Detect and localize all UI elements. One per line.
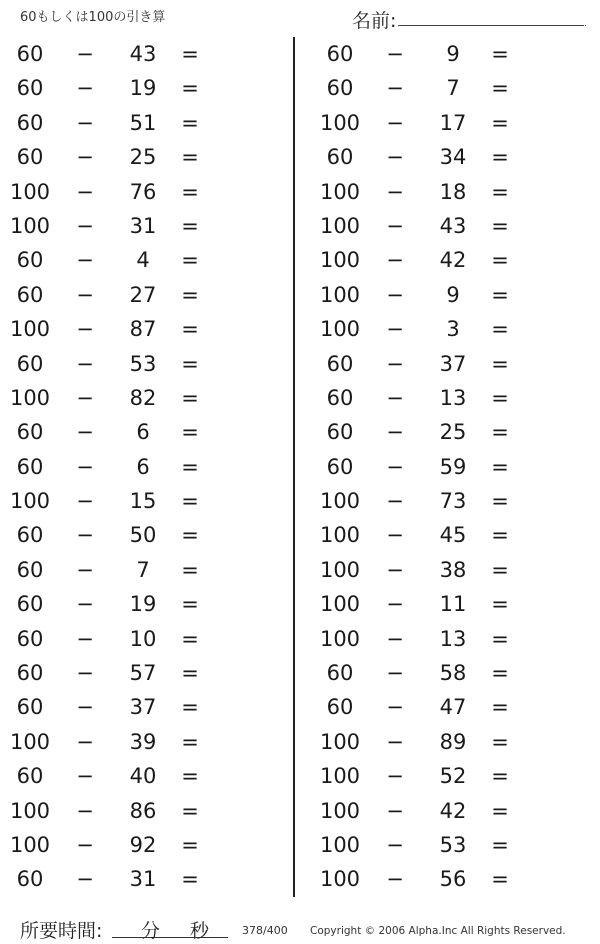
equals-sign: = [491,420,509,445]
problem-row [0,106,290,140]
minus-sign: − [386,661,404,686]
minus-sign: − [76,867,94,892]
equals-sign: = [181,248,199,273]
subtrahend: 58 [439,661,467,686]
problem-row [310,312,600,346]
problem-row [310,518,600,552]
equals-sign: = [491,661,509,686]
problem-row [0,278,290,312]
minuend: 100 [319,557,361,582]
minuend: 60 [326,145,354,170]
equals-sign: = [181,351,199,376]
equals-sign: = [181,764,199,789]
equals-sign: = [491,523,509,548]
equals-sign: = [491,42,509,66]
subtrahend: 18 [439,179,467,204]
minuend: 60 [16,145,44,170]
problem-row [310,484,600,518]
problem-row [0,347,290,381]
equals-sign: = [491,213,509,238]
problem-row [0,243,290,277]
minuend: 60 [16,454,44,479]
subtrahend: 86 [129,798,157,823]
problem-row [0,656,290,690]
subtrahend: 25 [439,420,467,445]
problem-row [310,656,600,690]
minuend: 100 [319,729,361,754]
minuend: 100 [319,592,361,617]
minuend: 100 [9,179,51,204]
subtrahend: 25 [129,145,157,170]
subtrahend: 42 [439,798,467,823]
minus-sign: − [76,626,94,651]
subtrahend: 13 [439,626,467,651]
subtrahend: 51 [129,110,157,135]
minuend: 60 [326,42,354,66]
subtrahend: 42 [439,248,467,273]
subtrahend: 82 [129,385,157,410]
problem-row [310,243,600,277]
minuend: 60 [16,248,44,273]
equals-sign: = [181,145,199,170]
minus-sign: − [76,351,94,376]
subtrahend: 43 [129,42,157,66]
subtrahend: 37 [439,351,467,376]
minus-sign: − [386,626,404,651]
minuend: 100 [9,317,51,342]
minus-sign: − [76,798,94,823]
equals-sign: = [181,798,199,823]
subtrahend: 89 [439,729,467,754]
problem-row [310,415,600,449]
subtrahend: 57 [129,661,157,686]
equals-sign: = [491,557,509,582]
subtrahend: 37 [129,695,157,720]
minus-sign: − [386,695,404,720]
minus-sign: − [76,213,94,238]
minuend: 60 [16,282,44,307]
subtrahend: 27 [129,282,157,307]
name-field-line[interactable] [398,25,584,26]
minuend: 100 [319,798,361,823]
minus-sign: − [386,557,404,582]
right-problem-column [310,37,600,897]
minus-sign: − [76,385,94,410]
subtrahend: 31 [129,867,157,892]
minus-sign: − [386,385,404,410]
equals-sign: = [491,867,509,892]
subtrahend: 50 [129,523,157,548]
equals-sign: = [491,317,509,342]
equals-sign: = [491,798,509,823]
minuend: 100 [9,729,51,754]
minus-sign: − [386,42,404,66]
equals-sign: = [181,317,199,342]
equals-sign: = [181,76,199,101]
minuend: 60 [16,523,44,548]
problem-row [310,794,600,828]
equals-sign: = [491,695,509,720]
minuend: 60 [326,661,354,686]
minus-sign: − [76,317,94,342]
equals-sign: = [181,867,199,892]
name-label: 名前: [352,10,397,32]
minuend: 60 [326,420,354,445]
seconds-label: 秒 [190,920,210,942]
minus-sign: − [386,764,404,789]
minus-sign: − [386,523,404,548]
minus-sign: − [386,489,404,514]
minuend: 60 [16,420,44,445]
subtrahend: 34 [439,145,467,170]
minuend: 100 [9,489,51,514]
problem-row [310,278,600,312]
equals-sign: = [181,282,199,307]
minus-sign: − [386,76,404,101]
equals-sign: = [181,179,199,204]
minuend: 100 [319,626,361,651]
minuend: 60 [326,454,354,479]
subtrahend: 40 [129,764,157,789]
minus-sign: − [76,764,94,789]
subtrahend: 19 [129,76,157,101]
problem-row [0,312,290,346]
problem-row [310,450,600,484]
minuend: 60 [16,351,44,376]
equals-sign: = [491,489,509,514]
minus-sign: − [386,282,404,307]
column-divider [293,37,295,897]
subtrahend: 9 [446,42,460,66]
subtrahend: 7 [446,76,460,101]
problem-row [0,209,290,243]
problem-row [310,209,600,243]
minus-sign: − [386,729,404,754]
problem-row [0,622,290,656]
problem-row [0,71,290,105]
problem-row [0,862,290,896]
minuend: 100 [319,489,361,514]
equals-sign: = [491,454,509,479]
subtrahend: 39 [129,729,157,754]
problem-row [310,828,600,862]
problem-row [310,140,600,174]
equals-sign: = [491,76,509,101]
minus-sign: − [76,248,94,273]
minuend: 100 [319,867,361,892]
minutes-label: 分 [141,920,161,942]
subtrahend: 4 [136,248,150,273]
problem-row [0,484,290,518]
minuend: 100 [319,282,361,307]
subtrahend: 10 [129,626,157,651]
problem-row [0,725,290,759]
problem-row [310,381,600,415]
equals-sign: = [181,213,199,238]
minus-sign: − [76,557,94,582]
minus-sign: − [76,454,94,479]
minus-sign: − [386,317,404,342]
minus-sign: − [76,832,94,857]
subtrahend: 59 [439,454,467,479]
subtrahend: 6 [136,454,150,479]
subtrahend: 11 [439,592,467,617]
equals-sign: = [491,385,509,410]
minus-sign: − [386,798,404,823]
problem-row [0,175,290,209]
minus-sign: − [386,351,404,376]
problem-row [0,415,290,449]
minuend: 60 [326,695,354,720]
minus-sign: − [76,179,94,204]
subtrahend: 56 [439,867,467,892]
equals-sign: = [491,351,509,376]
name-line-dot: . [584,19,587,29]
minuend: 100 [9,213,51,238]
left-problem-column [0,37,290,897]
equals-sign: = [181,385,199,410]
problem-row [310,690,600,724]
subtrahend: 3 [446,317,460,342]
minuend: 60 [16,76,44,101]
minus-sign: − [76,729,94,754]
equals-sign: = [181,489,199,514]
minuend: 100 [9,832,51,857]
equals-sign: = [181,42,199,66]
time-required-label: 所要時間: [20,920,103,942]
equals-sign: = [491,110,509,135]
equals-sign: = [491,592,509,617]
equals-sign: = [491,248,509,273]
subtrahend: 52 [439,764,467,789]
minus-sign: − [76,661,94,686]
subtrahend: 17 [439,110,467,135]
equals-sign: = [181,454,199,479]
minus-sign: − [76,489,94,514]
subtrahend: 19 [129,592,157,617]
minus-sign: − [386,145,404,170]
minus-sign: − [386,867,404,892]
problem-row [0,759,290,793]
subtrahend: 45 [439,523,467,548]
equals-sign: = [491,832,509,857]
minuend: 60 [16,867,44,892]
subtrahend: 43 [439,213,467,238]
equals-sign: = [181,626,199,651]
equals-sign: = [181,729,199,754]
minus-sign: − [76,42,94,66]
minus-sign: − [386,110,404,135]
problem-row [0,37,290,71]
minuend: 60 [326,351,354,376]
minus-sign: − [386,248,404,273]
page-count: 378/400 [242,924,288,937]
problem-row [310,347,600,381]
minuend: 100 [319,317,361,342]
subtrahend: 15 [129,489,157,514]
equals-sign: = [491,729,509,754]
minuend: 100 [319,248,361,273]
minus-sign: − [386,832,404,857]
minus-sign: − [386,592,404,617]
subtrahend: 38 [439,557,467,582]
minus-sign: − [76,76,94,101]
problem-row [310,175,600,209]
minuend: 60 [16,592,44,617]
problem-row [310,553,600,587]
problem-row [0,690,290,724]
problem-row [310,37,600,71]
minuend: 60 [326,385,354,410]
minuend: 100 [319,110,361,135]
minuend: 60 [16,626,44,651]
subtrahend: 73 [439,489,467,514]
copyright-notice: Copyright © 2006 Alpha.Inc All Rights Reserved. [310,925,566,937]
minuend: 60 [16,695,44,720]
equals-sign: = [491,282,509,307]
minus-sign: − [76,523,94,548]
problem-row [310,587,600,621]
problem-row [0,828,290,862]
minus-sign: − [386,454,404,479]
minus-sign: − [76,592,94,617]
minus-sign: − [76,282,94,307]
subtrahend: 47 [439,695,467,720]
minuend: 100 [319,764,361,789]
minus-sign: − [76,145,94,170]
problem-row [310,725,600,759]
minus-sign: − [76,110,94,135]
subtrahend: 92 [129,832,157,857]
problem-row [0,140,290,174]
equals-sign: = [181,832,199,857]
minus-sign: − [386,213,404,238]
minuend: 100 [319,523,361,548]
time-answer-line[interactable] [112,937,228,938]
subtrahend: 87 [129,317,157,342]
minus-sign: − [386,179,404,204]
worksheet-title: 60もしくは100の引き算 [20,10,166,25]
problem-row [310,71,600,105]
minuend: 100 [319,832,361,857]
subtrahend: 7 [136,557,150,582]
equals-sign: = [181,695,199,720]
subtrahend: 6 [136,420,150,445]
minus-sign: − [76,695,94,720]
problem-row [0,518,290,552]
equals-sign: = [181,420,199,445]
problem-row [0,381,290,415]
subtrahend: 53 [439,832,467,857]
problem-row [0,450,290,484]
equals-sign: = [181,557,199,582]
problem-row [0,553,290,587]
minuend: 60 [326,76,354,101]
equals-sign: = [181,661,199,686]
minuend: 60 [16,42,44,66]
subtrahend: 76 [129,179,157,204]
subtrahend: 13 [439,385,467,410]
subtrahend: 53 [129,351,157,376]
subtrahend: 9 [446,282,460,307]
equals-sign: = [181,110,199,135]
minuend: 60 [16,764,44,789]
problem-row [0,794,290,828]
minuend: 60 [16,557,44,582]
minuend: 100 [319,179,361,204]
minuend: 100 [9,798,51,823]
minuend: 60 [16,661,44,686]
equals-sign: = [491,179,509,204]
problem-row [310,862,600,896]
minus-sign: − [386,420,404,445]
problem-row [0,587,290,621]
equals-sign: = [181,523,199,548]
problem-row [310,106,600,140]
minus-sign: − [76,420,94,445]
problem-row [310,622,600,656]
minuend: 100 [319,213,361,238]
minuend: 60 [16,110,44,135]
minuend: 100 [9,385,51,410]
equals-sign: = [181,592,199,617]
equals-sign: = [491,626,509,651]
equals-sign: = [491,764,509,789]
subtrahend: 31 [129,213,157,238]
equals-sign: = [491,145,509,170]
problem-row [310,759,600,793]
